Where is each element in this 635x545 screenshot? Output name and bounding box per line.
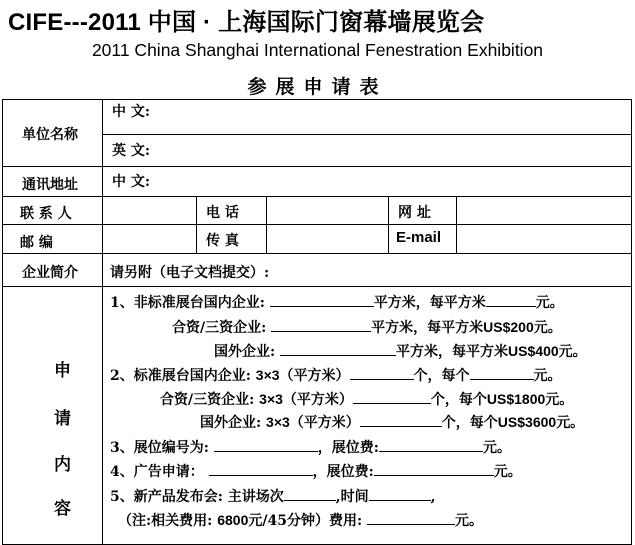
item4-end: 元。: [493, 464, 522, 480]
item4-mid: ，展位费:: [312, 464, 374, 480]
item5-note-end: 元。: [455, 513, 484, 529]
item2-jv-label: 合资/三资企业:: [160, 392, 255, 408]
advertising-field[interactable]: [209, 461, 313, 476]
item4-label: 4、广告申请：: [110, 464, 204, 480]
item5-mid: ,时间: [335, 489, 369, 505]
item3-mid: ，展位费:: [317, 440, 379, 456]
item1-domestic-row: [110, 292, 564, 312]
item2-domestic-row: [110, 365, 562, 385]
form-title: 参展申请表: [247, 76, 388, 98]
fax-label: 传 真: [206, 233, 239, 249]
item2-jv-sqm: （平方米）: [282, 392, 353, 408]
launch-fee-field[interactable]: [367, 510, 455, 525]
title-chinese: CIFE---2011 中国 · 上海国际门窗幕墙展览会: [8, 9, 485, 36]
application-label-char: 申: [54, 361, 71, 381]
column-divider: [266, 196, 267, 253]
item2-domestic-mid: 个，每个: [413, 368, 470, 384]
postcode-field[interactable]: [104, 226, 194, 251]
contact-field[interactable]: [104, 198, 194, 222]
item2-domestic-price-field[interactable]: [470, 365, 534, 380]
item2-foreign-row: [200, 412, 584, 432]
item2-foreign-mid: 个，每个: [441, 415, 498, 431]
item2-jv-size: 3×3: [259, 391, 283, 407]
booth-fee-field[interactable]: [379, 437, 483, 452]
item2-domestic-sqm: （平方米）: [279, 368, 350, 384]
company-english-field[interactable]: [170, 137, 625, 163]
address-label: 通讯地址: [22, 177, 78, 193]
row-divider: [102, 134, 632, 135]
item1-jv-end: 元。: [533, 320, 562, 336]
row-divider: [2, 224, 632, 225]
label-column-divider: [102, 99, 103, 545]
column-divider: [456, 196, 457, 253]
row-divider: [2, 196, 632, 197]
item4-row: [110, 461, 522, 481]
item5-note-label: （注:相关费用:: [118, 513, 213, 529]
company-profile-note: 请另附（电子文档提交）:: [110, 265, 270, 281]
application-label-char: 容: [54, 499, 71, 519]
item2-foreign-end: 元。: [556, 415, 585, 431]
item1-jv-area-field[interactable]: [271, 317, 371, 332]
item5-note-price: 6800: [217, 512, 249, 528]
table-border-top: [2, 99, 632, 100]
item1-foreign-unit: 平方米，每平方米: [396, 344, 509, 360]
column-divider: [196, 196, 197, 253]
item1-jv-label: 合资/三资企业:: [172, 320, 267, 336]
row-divider: [2, 286, 632, 287]
item1-foreign-label: 国外企业:: [214, 344, 276, 360]
company-chinese-field[interactable]: [170, 102, 625, 130]
email-field[interactable]: [458, 226, 628, 251]
booth-number-field[interactable]: [214, 437, 318, 452]
application-label-char: 请: [54, 409, 71, 429]
item5-label: 5、新产品发布会: 主讲场次: [110, 489, 284, 505]
item2-foreign-sqm: （平方米）: [289, 415, 360, 431]
item3-label: 3、展位编号为:: [110, 440, 209, 456]
table-border-left: [2, 99, 3, 545]
address-chinese-label: 中 文:: [112, 174, 151, 190]
application-label-char: 内: [54, 455, 71, 475]
item2-domestic-size: 3×3: [255, 367, 280, 383]
item1-jv-row: [172, 317, 562, 337]
item2-foreign-label: 国外企业:: [200, 415, 262, 431]
item3-row: [110, 437, 511, 457]
item2-jv-count-field[interactable]: [353, 389, 431, 404]
company-profile-label: 企业简介: [22, 265, 78, 281]
item2-foreign-size: 3×3: [266, 414, 290, 430]
item5-end: ,: [430, 489, 436, 505]
english-name-label: 英 文:: [112, 143, 151, 159]
website-field[interactable]: [458, 198, 628, 222]
item2-foreign-price: US$3600: [497, 414, 557, 430]
item5-row: [110, 486, 436, 506]
item2-jv-price: US$1800: [486, 391, 546, 407]
item1-domestic-unit: 平方米，每平方米: [373, 295, 486, 311]
chinese-name-label: 中 文:: [112, 104, 151, 120]
item2-domestic-end: 元。: [533, 368, 562, 384]
table-border-right: [631, 99, 632, 545]
item1-foreign-row: [214, 341, 587, 361]
item5-note-row: [118, 510, 483, 530]
item5-note-unit: 元/45分钟）费用:: [248, 513, 363, 529]
address-field[interactable]: [170, 168, 625, 194]
phone-label: 电 话: [206, 205, 239, 221]
item1-domestic-area-field[interactable]: [270, 292, 374, 307]
item1-jv-unit: 平方米，每平方米: [371, 320, 484, 336]
website-label: 网 址: [398, 205, 431, 221]
item1-foreign-area-field[interactable]: [280, 341, 396, 356]
time-field[interactable]: [369, 486, 431, 501]
item1-domestic-end: 元。: [535, 295, 564, 311]
row-divider: [2, 253, 632, 254]
row-divider: [2, 166, 632, 167]
column-divider: [388, 196, 389, 253]
item1-jv-price: US$200: [483, 319, 534, 335]
item2-jv-mid: 个，每个: [430, 392, 487, 408]
postcode-label: 邮 编: [20, 235, 53, 251]
email-label: E-mail: [396, 229, 442, 246]
title-english: 2011 China Shanghai International Fenestration Exhibition: [91, 40, 544, 60]
fax-field[interactable]: [268, 226, 386, 251]
item1-domestic-label: 1、非标准展台国内企业:: [110, 295, 265, 311]
item3-end: 元。: [482, 440, 511, 456]
company-name-label: 单位名称: [22, 127, 78, 143]
item1-domestic-price-field[interactable]: [486, 292, 536, 307]
advertising-fee-field[interactable]: [374, 461, 494, 476]
item2-domestic-label: 2、标准展台国内企业:: [110, 368, 251, 384]
phone-field[interactable]: [268, 198, 386, 222]
sessions-field[interactable]: [284, 486, 336, 501]
item2-foreign-count-field[interactable]: [360, 412, 442, 427]
item2-jv-end: 元。: [545, 392, 574, 408]
item2-jv-row: [160, 389, 573, 409]
item2-domestic-count-field[interactable]: [350, 365, 414, 380]
item1-foreign-price: US$400: [508, 343, 559, 359]
contact-label: 联 系 人: [20, 206, 72, 222]
item1-foreign-end: 元。: [558, 344, 587, 360]
